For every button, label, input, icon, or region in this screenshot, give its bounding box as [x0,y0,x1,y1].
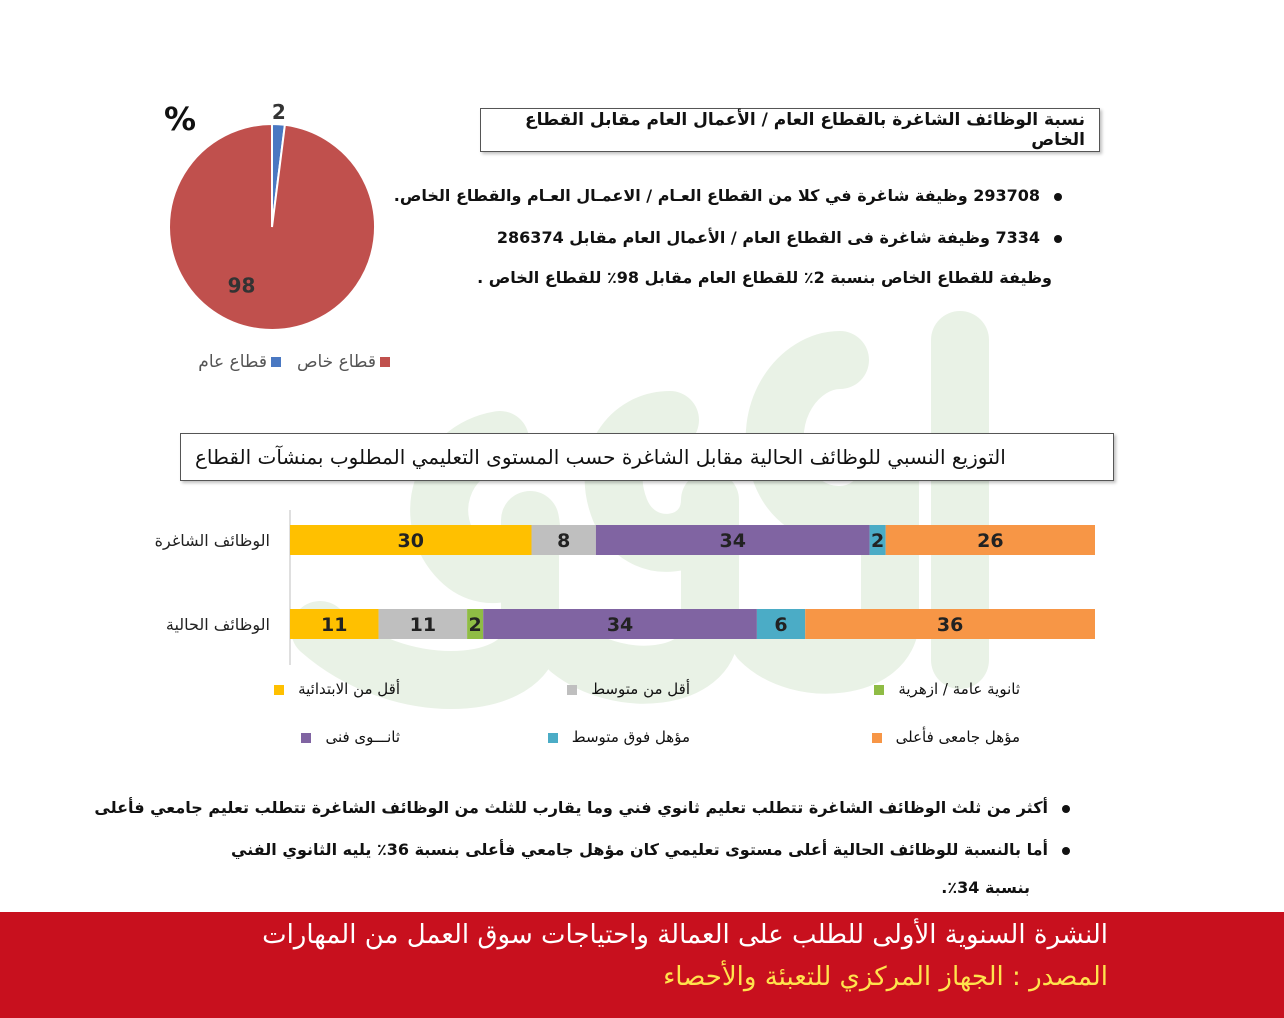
bar-section-title-text: التوزيع النسبي للوظائف الحالية مقابل الشاغرة حسب المستوى التعليمي المطلوب بمنشآت القطاع [195,445,1006,469]
bar-legend-swatch [872,733,882,743]
pie-bullet-1-text: 293708 وظيفة شاغرة في كلا من القطاع العـام / الاعمـال العـام والقطاع الخاص. [393,186,1040,205]
bar-category-label: الوظائف الحالية [165,615,270,634]
pie-legend-swatch-private [380,357,390,367]
bar-legend-item [548,728,690,746]
bar-legend-swatch [274,685,284,695]
bar-legend-swatch [301,733,311,743]
bullet-dot [1062,847,1070,855]
bar-legend-label: ثانـــوى فنى [325,728,400,746]
pie-bullet-2-continuation: وظيفة للقطاع الخاص بنسبة 2٪ للقطاع العام مقابل 98٪ للقطاع الخاص . [477,268,1052,287]
note-bullet-2-text: أما بالنسبة للوظائف الحالية أعلى مستوى تعليمي كان مؤهل جامعي فأعلى بنسبة 36٪ يليه الثانوي الفني [231,840,1048,859]
footer-publication-title: النشرة السنوية الأولى للطلب على العمالة واحتياجات سوق العمل من المهارات [262,920,1108,950]
bar-data-label: 2 [871,530,885,552]
bar-legend-label: مؤهل فوق متوسط [571,728,690,746]
note-bullet-1-text: أكثر من ثلث الوظائف الشاغرة تتطلب تعليم ثانوي فني وما يقارب للثلث من الوظائف الشاغرة تتطلب تعليم جامعي فأعلى [94,798,1048,817]
bar-data-label: 30 [397,530,424,552]
bar-legend-item [874,680,1020,698]
percent-symbol: % [164,100,197,138]
pie-legend-item-private [297,352,390,372]
bar-legend [240,680,1060,760]
note-bullet-2-continuation: بنسبة 34٪. [941,878,1030,897]
pie-bullet-1 [394,186,1062,205]
bar-legend-swatch [874,685,884,695]
pie-legend-label-private: قطاع خاص [296,352,376,372]
bullet-dot [1062,805,1070,813]
pie-section-title [480,108,1100,152]
bar-data-label: 8 [557,530,571,552]
bar-data-label: 6 [774,614,788,636]
bar-legend-swatch [567,685,577,695]
bar-data-label: 34 [606,614,634,636]
bar-legend-item [274,680,400,698]
bar-legend-label: أقل من متوسط [591,680,690,698]
bar-legend-swatch [548,733,558,743]
bullet-dot [1054,235,1062,243]
bar-legend-label: مؤهل جامعى فأعلى [895,728,1020,746]
footer-banner [0,912,1284,1018]
bar-category-label: الوظائف الشاغرة [154,531,270,550]
pie-chart [160,100,390,345]
bar-legend-item [301,728,400,746]
pie-section-title-text: نسبة الوظائف الشاغرة بالقطاع العام / الأعمال العام مقابل القطاع الخاص [525,110,1085,150]
note-bullet-1 [94,798,1070,817]
bar-legend-item [567,680,690,698]
bar-section-title [180,433,1114,481]
pie-data-label-public: 2 [271,100,286,125]
bar-data-label: 2 [468,614,482,636]
footer-source: المصدر : الجهاز المركزي للتعبئة والأحصاء [663,962,1108,992]
pie-legend-swatch-public [271,357,281,367]
pie-slice-1 [169,124,375,330]
pie-legend-item-public [198,352,281,372]
pie-legend-label-public: قطاع عام [198,352,267,372]
note-bullet-2 [231,840,1070,859]
bar-legend-item [872,728,1020,746]
stacked-bar-chart [120,505,1120,675]
bar-data-label: 36 [936,614,964,636]
bar-data-label: 11 [321,614,348,636]
bar-legend-label: أقل من الابتدائية [298,680,400,698]
pie-bullet-2 [497,228,1062,247]
bar-legend-label: ثانوية عامة / ازهرية [898,680,1020,698]
bar-data-label: 11 [409,614,437,636]
pie-data-label-private: 98 [227,273,256,298]
pie-legend [170,352,390,372]
bar-data-label: 34 [719,530,746,552]
bullet-dot [1054,193,1062,201]
bar-data-label: 26 [977,530,1004,552]
pie-bullet-2-text: 7334 وظيفة شاغرة فى القطاع العام / الأعمال العام مقابل 286374 [496,228,1040,247]
